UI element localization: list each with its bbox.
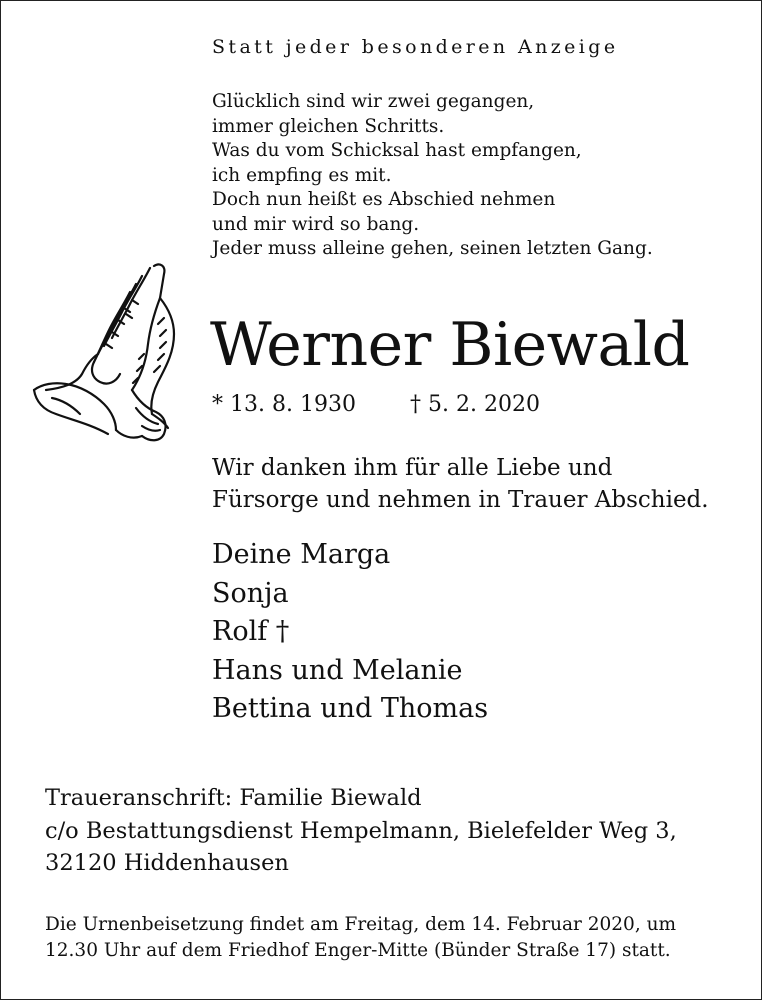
- poem-line: und mir wird so bang.: [212, 213, 420, 235]
- mourner-item: Rolf †: [212, 616, 290, 647]
- birth-date: * 13. 8. 1930: [212, 392, 356, 417]
- address-line: Traueranschrift: Familie Biewald: [45, 785, 422, 811]
- death-date: † 5. 2. 2020: [410, 392, 540, 417]
- poem-line: Glücklich sind wir zwei gegangen,: [212, 91, 535, 112]
- mourning-address: [45, 782, 677, 880]
- deceased-name: Werner Biewald: [210, 310, 690, 380]
- poem: [212, 90, 653, 262]
- praying-hands-icon: [32, 258, 182, 444]
- header-line: Statt jeder besonderen Anzeige: [212, 36, 619, 58]
- mourner-item: Hans und Melanie: [212, 654, 463, 686]
- burial-line: Die Urnenbeisetzung findet am Freitag, dem 14. Februar 2020, um: [45, 914, 677, 935]
- address-line: 32120 Hiddenhausen: [45, 850, 289, 876]
- mourner-item: Sonja: [212, 577, 289, 609]
- thanks-text: [212, 452, 709, 516]
- poem-line: Doch nun heißt es Abschied nehmen: [212, 189, 556, 210]
- burial-line: 12.30 Uhr auf dem Friedhof Enger-Mitte (Bünder Straße 17) statt.: [45, 940, 671, 961]
- mourners-list: [212, 536, 488, 729]
- address-line: c/o Bestattungsdienst Hempelmann, Bielefelder Weg 3,: [45, 817, 677, 844]
- poem-line: immer gleichen Schritts.: [212, 115, 445, 137]
- mourner-item: Deine Marga: [212, 539, 391, 570]
- mourner-item: Bettina und Thomas: [212, 693, 489, 724]
- poem-line: ich empfing es mit.: [212, 164, 392, 186]
- thanks-line: Wir danken ihm für alle Liebe und: [212, 455, 613, 481]
- poem-line: Was du vom Schicksal hast empfangen,: [212, 140, 582, 161]
- thanks-line: Fürsorge und nehmen in Trauer Abschied.: [212, 487, 709, 513]
- burial-notice: [45, 912, 676, 964]
- poem-line: Jeder muss alleine gehen, seinen letzten Gang.: [212, 238, 653, 259]
